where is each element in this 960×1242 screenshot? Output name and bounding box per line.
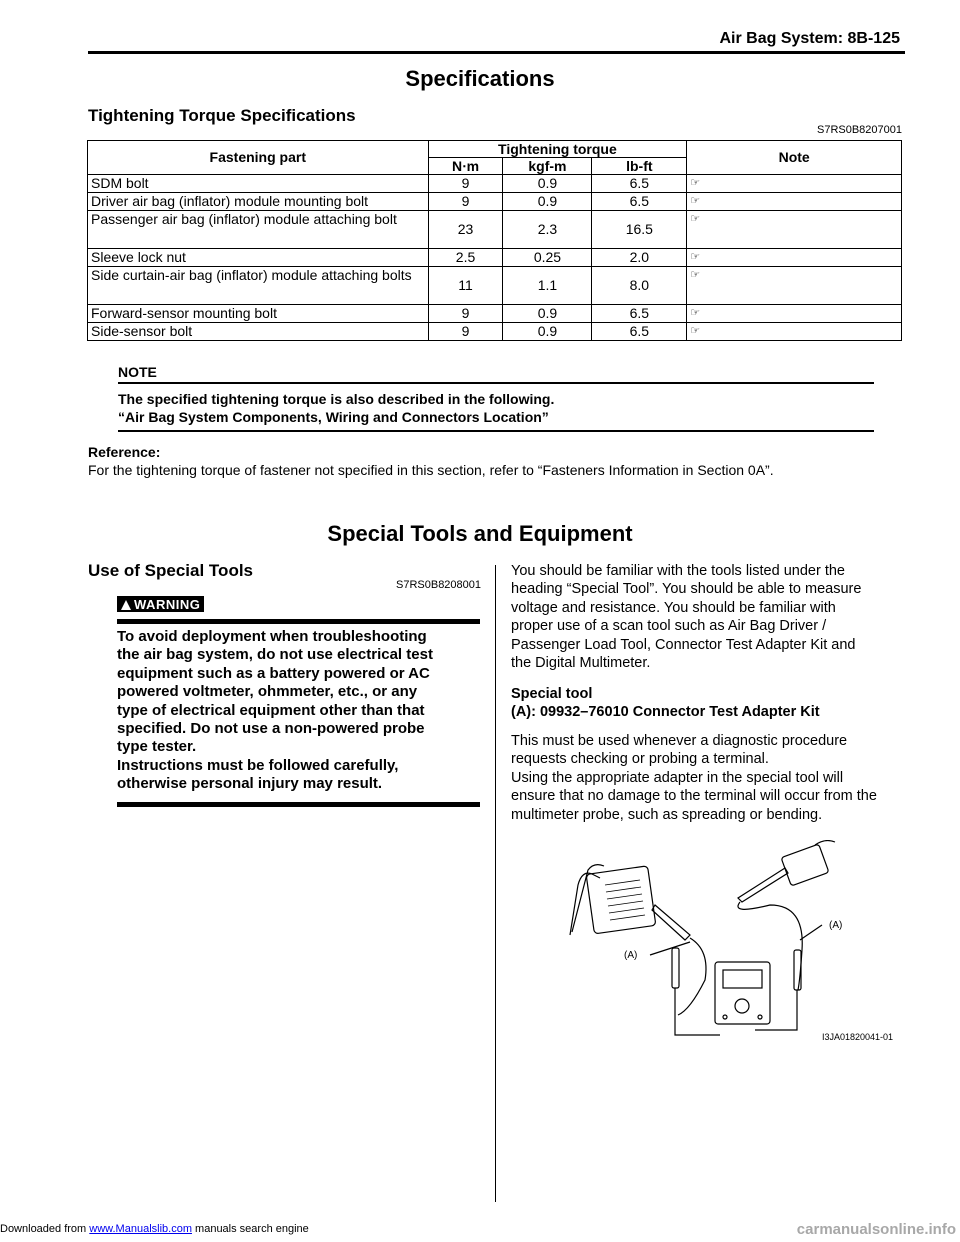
reference-hand-icon[interactable]: ☞: [687, 211, 902, 249]
note-top-rule: [118, 382, 874, 384]
right-connector-illustration: [781, 844, 829, 886]
row-part: Side-sensor bolt: [88, 323, 429, 341]
reference-text: For the tightening torque of fastener not specified in this section, refer to “Fasteners Information in Section 0A”.: [88, 462, 774, 478]
row-lbft: 6.5: [592, 193, 687, 211]
col-lbft: lb-ft: [592, 158, 687, 175]
page-header-title: Air Bag System: 8B-125: [719, 30, 900, 47]
torque-heading: Tightening Torque Specifications: [88, 106, 356, 125]
col-nm: N⋅m: [428, 158, 503, 175]
table-row: [88, 193, 902, 211]
row-kgfm: 1.1: [503, 267, 592, 305]
row-lbft: 16.5: [592, 211, 687, 249]
warning-line: To avoid deployment when troubleshooting: [117, 628, 427, 645]
row-nm: 9: [428, 323, 503, 341]
warning-line: the air bag system, do not use electrical test: [117, 646, 433, 664]
row-kgfm: 0.9: [503, 175, 592, 193]
note-bottom-rule: [118, 430, 874, 432]
special-tools-section-code: S7RS0B8208001: [396, 579, 482, 591]
col-tightening-torque: Tightening torque: [428, 141, 687, 158]
specifications-title: Specifications: [405, 66, 555, 91]
figure-label-a-left: (A): [624, 950, 638, 961]
paragraph-line: the Digital Multimeter.: [511, 655, 651, 672]
row-part: Driver air bag (inflator) module mounting bolt: [88, 193, 429, 211]
reference-hand-icon[interactable]: ☞: [687, 193, 902, 211]
torque-section-code: S7RS0B8207001: [816, 124, 902, 136]
manualslib-link[interactable]: www.Manualslib.com: [89, 1223, 192, 1235]
paragraph-line: heading “Special Tool”. You should be able to measure: [511, 581, 862, 598]
col-note: Note: [687, 141, 902, 175]
row-lbft: 6.5: [592, 323, 687, 341]
reference-hand-icon[interactable]: ☞: [687, 175, 902, 193]
row-nm: 9: [428, 175, 503, 193]
footer-suffix: manuals search engine: [191, 1223, 309, 1235]
left-probe-illustration: [652, 905, 690, 940]
special-tool-label: Special tool: [511, 686, 593, 702]
paragraph-line: Using the appropriate adapter in the special tool will: [511, 769, 844, 786]
paragraph-line: voltage and resistance. You should be familiar with: [511, 599, 836, 616]
row-nm: 2.5: [428, 249, 503, 267]
row-nm: 9: [428, 193, 503, 211]
warning-line: equipment such as a battery powered or AC: [117, 664, 430, 682]
warning-triangle-icon: [121, 600, 131, 610]
warning-line: type tester.: [117, 738, 197, 756]
connector-test-adapter-figure: [560, 840, 905, 1045]
paragraph-line: You should be familiar with the tools listed under the: [511, 563, 845, 579]
warning-line: specified. Do not use a non-powered probe: [117, 720, 425, 738]
row-nm: 11: [428, 267, 503, 305]
row-kgfm: 0.25: [503, 249, 592, 267]
table-row: [88, 249, 902, 267]
special-tool-item: (A): 09932–76010 Connector Test Adapter Kit: [511, 704, 820, 720]
paragraph-line: This must be used whenever a diagnostic procedure: [511, 733, 848, 749]
col-fastening-part: Fastening part: [88, 141, 429, 175]
col-kgfm: kgf-m: [503, 158, 592, 175]
row-part: Side curtain-air bag (inflator) module attaching bolts: [88, 267, 429, 305]
note-line-1: The specified tightening torque is also described in the following.: [118, 391, 555, 407]
tools-usage-paragraph: [511, 732, 906, 824]
use-of-special-tools-heading: Use of Special Tools: [88, 561, 254, 580]
warning-line: powered voltmeter, ohmmeter, etc., or any: [117, 683, 418, 701]
note-label: NOTE: [118, 364, 157, 380]
warning-line: otherwise personal injury may result.: [117, 775, 383, 793]
warning-line: Instructions must be followed carefully,: [117, 756, 399, 774]
table-row: [88, 323, 902, 341]
tools-intro-paragraph: [511, 562, 906, 672]
warning-label: WARNING: [134, 597, 201, 612]
warning-line: type of electrical equipment other than that: [117, 701, 425, 719]
right-probe-illustration: [738, 868, 788, 902]
row-lbft: 2.0: [592, 249, 687, 267]
table-row: [88, 267, 902, 305]
row-kgfm: 2.3: [503, 211, 592, 249]
figure-code: I3JA01820041-01: [822, 1032, 894, 1042]
row-kgfm: 0.9: [503, 305, 592, 323]
download-footer: [0, 1223, 309, 1235]
warning-text: [117, 628, 477, 794]
row-nm: 9: [428, 305, 503, 323]
figure-label-a-right: (A): [829, 920, 843, 931]
row-part: SDM bolt: [88, 175, 429, 193]
special-tools-title: Special Tools and Equipment: [327, 521, 633, 546]
torque-table: [87, 140, 902, 341]
warning-badge: [117, 596, 204, 612]
warning-bottom-rule: [117, 802, 480, 807]
column-divider: [495, 565, 496, 1202]
row-part: Sleeve lock nut: [88, 249, 429, 267]
paragraph-line: requests checking or probing a terminal.: [511, 751, 769, 768]
reference-hand-icon[interactable]: ☞: [687, 305, 902, 323]
row-lbft: 8.0: [592, 267, 687, 305]
paragraph-line: Passenger Load Tool, Connector Test Adapter Kit and: [511, 636, 856, 653]
row-part: Forward-sensor mounting bolt: [88, 305, 429, 323]
row-lbft: 6.5: [592, 305, 687, 323]
row-kgfm: 0.9: [503, 193, 592, 211]
paragraph-line: ensure that no damage to the terminal will occur from the: [511, 788, 877, 805]
row-kgfm: 0.9: [503, 323, 592, 341]
note-line-2: “Air Bag System Components, Wiring and Connectors Location”: [118, 409, 549, 425]
row-lbft: 6.5: [592, 175, 687, 193]
row-nm: 23: [428, 211, 503, 249]
warning-top-rule: [117, 619, 480, 624]
reference-hand-icon[interactable]: ☞: [687, 249, 902, 267]
table-row: [88, 211, 902, 249]
table-row: [88, 175, 902, 193]
reference-hand-icon[interactable]: ☞: [687, 267, 902, 305]
table-row: [88, 305, 902, 323]
reference-label: Reference:: [88, 444, 161, 460]
paragraph-line: proper use of a scan tool such as Air Bag Driver /: [511, 618, 827, 635]
header-rule: [88, 51, 905, 54]
footer-prefix: Downloaded from: [0, 1223, 90, 1235]
reference-hand-icon[interactable]: ☞: [687, 323, 902, 341]
watermark: carmanualsonline.info: [796, 1221, 956, 1238]
paragraph-line: multimeter probe, such as spreading or bending.: [511, 806, 823, 823]
row-part: Passenger air bag (inflator) module attaching bolt: [88, 211, 429, 249]
